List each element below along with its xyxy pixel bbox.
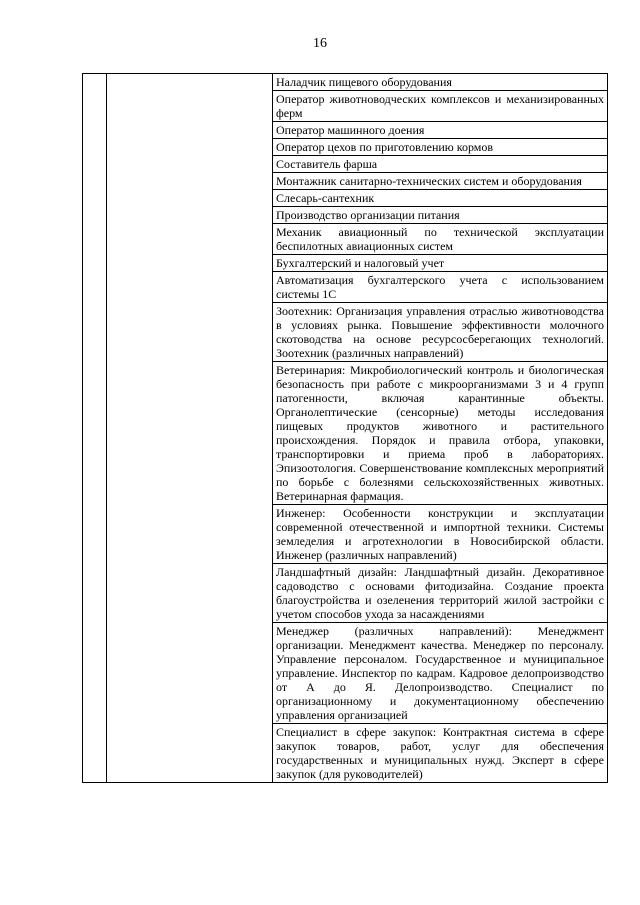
table-cell <box>273 303 608 362</box>
program-name: Наладчик пищевого оборудования <box>276 75 452 89</box>
table-cell <box>273 623 608 724</box>
table-cell <box>273 272 608 303</box>
table-cell <box>273 207 608 224</box>
program-description: Специалист в сфере закупок: Контрактная система в сфере закупок товаров, работ, услуг для обеспечения государственных и муниципальных нужд. Эксперт в сфере закупок (для руководителей) <box>276 725 604 781</box>
program-name: Монтажник санитарно-технических систем и оборудования <box>276 174 582 188</box>
program-name: Составитель фарша <box>276 157 378 171</box>
program-description: Инженер: Особенности конструкции и эксплуатации современной отечественной и импортной техники. Системы земледелия и агротехнологии в Новосибирской области. Инженер (различных направлений) <box>276 506 604 562</box>
table-cell <box>273 505 608 564</box>
category-column-cell <box>107 74 273 783</box>
table-cell <box>273 362 608 505</box>
programs-table <box>82 73 608 783</box>
table-cell <box>273 139 608 156</box>
program-description: Ландшафтный дизайн: Ландшафтный дизайн. Декоративное садоводство с основами фитодизайна. Создание проекта благоустройства и озеленения территорий жилой застройки с учетом способов ухода за насаждениями <box>276 565 604 621</box>
program-name: Оператор машинного доения <box>276 123 425 137</box>
table-cell <box>273 255 608 272</box>
program-name: Механик авиационный по технической эксплуатации беспилотных авиационных систем <box>276 225 604 253</box>
program-name: Бухгалтерский и налоговый учет <box>276 256 445 270</box>
table-cell <box>273 74 608 91</box>
table-cell <box>273 190 608 207</box>
table-cell <box>273 724 608 783</box>
program-description: Ветеринария: Микробиологический контроль и биологическая безопасность при работе с микроорганизмами 3 и 4 групп патогенности, включая карантинные объекты. Органолептические (сенсорные) методы исследования пищевых продуктов животного и растительного происхождения. Порядок и правила отбора, упаковки, транспортировки и приема проб в лабораториях. Эпизоотология. Совершенствование комплексных мероприятий по борьбе с болезнями сельскохозяйственных животных. Ветеринарная фармация. <box>276 363 604 503</box>
program-name: Оператор цехов по приготовлению кормов <box>276 140 494 154</box>
table-cell <box>273 91 608 122</box>
table-cell <box>273 224 608 255</box>
table-cell <box>273 173 608 190</box>
program-name: Автоматизация бухгалтерского учета с использованием системы 1С <box>276 273 604 301</box>
page-number: 16 <box>313 36 327 51</box>
program-description: Менеджер (различных направлений): Менеджмент организации. Менеджмент качества. Менеджер по персоналу. Управление персоналом. Государственное и муниципальное управление. Инспектор по кадрам. Кадровое делопроизводство от А до Я. Делопроизводство. Специалист по организационному и документационному обеспечению управления организацией <box>276 624 604 722</box>
program-name: Слесарь-сантехник <box>276 191 375 205</box>
table-cell <box>273 122 608 139</box>
number-column-cell <box>83 74 107 783</box>
table-cell <box>273 564 608 623</box>
program-name: Оператор животноводческих комплексов и механизированных ферм <box>276 92 604 120</box>
program-description: Зоотехник: Организация управления отраслью животноводства в условиях рынка. Повышение эффективности молочного скотоводства на основе ресурсосберегающих технологий. Зоотехник (различных направлений) <box>276 304 604 360</box>
table-row <box>83 74 608 91</box>
table-cell <box>273 156 608 173</box>
program-name: Производство организации питания <box>276 208 460 222</box>
